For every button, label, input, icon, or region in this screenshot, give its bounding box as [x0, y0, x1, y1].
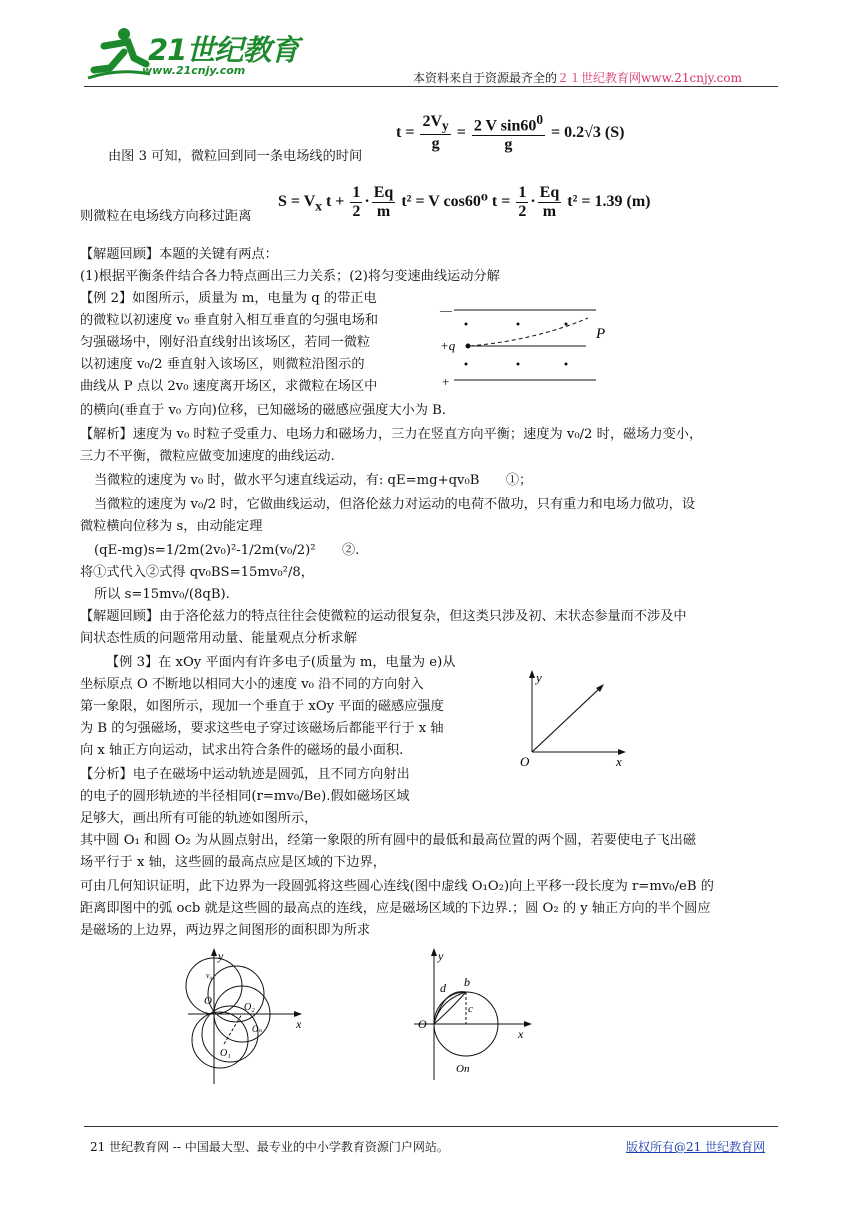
svg-text:+q: +q: [440, 338, 456, 353]
ex3-line1: 【例 3】在 xOy 平面内有许多电子(质量为 m，电量为 e)从: [106, 655, 456, 670]
logo-url: www.21cnjy.com: [142, 64, 246, 77]
sol2-line4: 当微粒的速度为 v₀/2 时，它做曲线运动，但洛伦兹力对运动的电荷不做功，只有重力和电场力做功，设: [94, 497, 696, 512]
ex2-line4: 以初速度 v₀/2 垂直射入该场区，则微粒沿图示的: [80, 357, 365, 372]
sol2-line7: 将①式代入②式得 qv₀BS=15mv₀²/8，: [80, 565, 314, 580]
sol2-line8: 所以 s=15mv₀/(8qB).: [94, 587, 230, 602]
ex3-line2: 坐标原点 O 不断地以相同大小的速度 v₀ 沿不同的方向射入: [80, 677, 424, 692]
svg-text:d: d: [440, 981, 446, 995]
header-source: 本资料来自于资源最齐全的２１世纪教育网www.21cnjy.com: [413, 71, 742, 85]
svg-text:O: O: [520, 754, 530, 768]
svg-text:On: On: [456, 1063, 470, 1075]
figure-trajectory-circles: [180, 940, 310, 1090]
copyright-link[interactable]: 版权所有@21 世纪教育网: [626, 1140, 766, 1154]
review1-points: (1)根据平衡条件结合各力特点画出三力关系；(2)将匀变速曲线运动分解: [80, 269, 500, 284]
svg-text:O: O: [418, 1017, 427, 1031]
ana3-line1: 【分析】电子在磁场中运动轨迹是圆弧，且不同方向射出: [80, 767, 410, 782]
sol2-line5: 微粒横向位移为 s，由动能定理: [80, 519, 263, 534]
svg-text:+: +: [442, 374, 450, 389]
svg-text:x: x: [616, 754, 622, 768]
ex3-line5: 向 x 轴正方向运动，试求出符合条件的磁场的最小面积.: [80, 743, 404, 758]
ex2-line2: 的微粒以初速度 v₀ 垂直射入相互垂直的匀强电场和: [80, 313, 379, 328]
svg-text:O: O: [204, 995, 212, 1007]
svg-text:P: P: [596, 326, 606, 342]
ana3-line5: 场平行于 x 轴，这些圆的最高点应是区域的下边界，: [80, 855, 386, 870]
figure-ex3-axes: [516, 668, 636, 768]
figure-field-region: [410, 940, 540, 1090]
footer-divider: [84, 1126, 778, 1127]
logo-text: 21世纪教育: [148, 33, 299, 67]
ex2-line3: 匀强磁场中，刚好沿直线射出该场区，若同一微粒: [80, 335, 371, 350]
sol2-line6: (qE-mg)s=1/2m(2v₀)²-1/2m(v₀/2)² ②.: [94, 543, 360, 558]
review2-line1: 【解题回顾】由于洛伦兹力的特点往往会使微粒的运动很复杂，但这类只涉及初、末状态参量而不涉及中: [80, 609, 687, 624]
review1: 【解题回顾】本题的关键有两点：: [80, 247, 278, 262]
svg-text:y: y: [438, 949, 444, 963]
ex3-line4: 为 B 的匀强磁场，要求这些电子穿过该磁场后都能平行于 x 轴: [80, 721, 444, 736]
svg-text:O₁: O₁: [220, 1048, 231, 1059]
svg-text:b: b: [464, 975, 470, 989]
sol2-line3: 当微粒的速度为 v₀ 时，做水平匀速直线运动，有: qE=mg+qv₀B ①；: [94, 473, 533, 488]
ana3-line3: 足够大，画出所有可能的轨迹如图所示，: [80, 811, 318, 826]
formula-distance: $S = V_x$ t + $\frac{1}{2}$ · $\frac{Eq}{m}$ t² = V cos60⁰ t = $\frac{1}{2}$ · $\frac{Eq}{m}$ t² = 1.39 (m): [278, 184, 651, 220]
svg-text:—: —: [440, 303, 452, 317]
formula-time: t = $\frac{2V_y}{g}$ = $\frac{2 V \sin 60^0}{g}$ = 0.2√3 (S): [396, 112, 625, 154]
ana3-line7: 距离即图中的弧 ocb 就是这些圆的最高点的连线，应是磁场区域的下边界.；圆 O₂ 的 y 轴正方向的半个圆应: [80, 901, 711, 916]
sol2-line1: 【解析】速度为 v₀ 时粒子受重力、电场力和磁场力，三力在竖直方向平衡；速度为 v₀/2 时，磁场力变小，: [80, 427, 703, 442]
svg-text:c: c: [468, 1003, 473, 1015]
svg-text:v₀: v₀: [206, 971, 213, 980]
sol2-line2: 三力不平衡，微粒应做变加速度的曲线运动.: [80, 449, 335, 464]
ex3-line3: 第一象限，如图所示，现加一个垂直于 xOy 平面的磁感应强度: [80, 699, 444, 714]
ex2-line6: 的横向(垂直于 v₀ 方向)位移，已知磁场的磁感应强度大小为 B.: [80, 403, 446, 418]
ana3-line4: 其中圆 O₁ 和圆 O₂ 为从圆点射出，经第一象限的所有圆中的最低和最高位置的两个圆，若要使电子飞出磁: [80, 833, 697, 848]
svg-text:y: y: [536, 670, 542, 685]
ana3-line8: 是磁场的上边界，两边界之间图形的面积即为所求: [80, 923, 371, 938]
ana3-line2: 的电子的圆形轨迹的半径相同(r=mv₀/Be).假如磁场区域: [80, 789, 410, 804]
svg-text:x: x: [296, 1017, 302, 1031]
review2-line2: 间状态性质的问题常用动量、能量观点分析求解: [80, 631, 357, 646]
text-distance-line: 则微粒在电场线方向移过距离: [80, 209, 252, 224]
text-time-line: 由图 3 可知，微粒回到同一条电场线的时间: [108, 149, 363, 164]
svg-text:Oₙ: Oₙ: [252, 1024, 263, 1034]
svg-text:y: y: [218, 949, 224, 963]
figure-ex2-field: [436, 302, 616, 392]
header-divider: [84, 86, 778, 87]
svg-text:x: x: [518, 1027, 524, 1041]
ex2-line1: 【例 2】如图所示，质量为 m，电量为 q 的带正电: [80, 291, 377, 306]
ex2-line5: 曲线从 P 点以 2v₀ 速度离开场区，求微粒在场区中: [80, 379, 378, 394]
ana3-line6: 可由几何知识证明，此下边界为一段圆弧将这些圆心连线(图中虚线 O₁O₂)向上平移一段长度为 r=mv₀/eB 的: [80, 879, 714, 894]
footer-text: 21 世纪教育网 -- 中国最大型、最专业的中小学教育资源门户网站。: [90, 1140, 449, 1154]
svg-text:O₂: O₂: [244, 1002, 255, 1013]
